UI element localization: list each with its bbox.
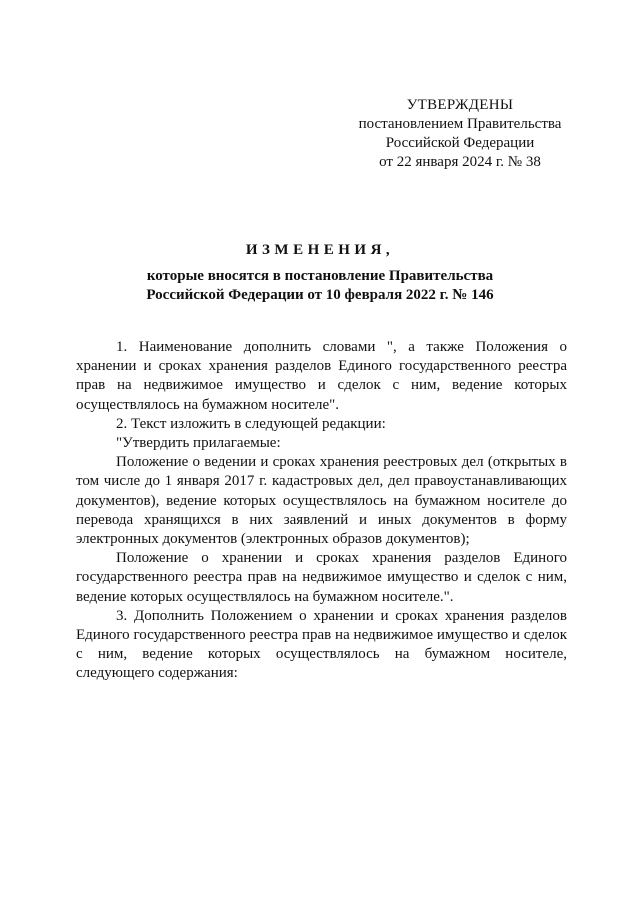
approval-stamp xyxy=(340,96,580,172)
approval-line-1: постановлением Правительства xyxy=(358,116,562,132)
paragraph-1: 1. Наименование дополнить словами ", а также Положения о хранении и сроках хранения разделов Единого государственного реестра прав на недвижимое имущество и сделок с ним, ведение которых осуществлялось на бумажном носителе". xyxy=(76,339,567,413)
paragraph-5: Положение о хранении и сроках хранения разделов Единого государственного реестра прав на недвижимое имущество и сделок с ним, ведение которых осуществлялось на бумажном носителе.". xyxy=(76,550,567,605)
approval-line-3: от 22 января 2024 г. № 38 xyxy=(379,154,541,170)
document-subtitle xyxy=(80,267,560,305)
approval-line-2: Российской Федерации xyxy=(385,135,535,151)
subtitle-line-2: Российской Федерации от 10 февраля 2022 г. № 146 xyxy=(146,287,494,303)
document-title: ИЗМЕНЕНИЯ, xyxy=(245,242,395,258)
document-body xyxy=(76,338,567,684)
paragraph-6: 3. Дополнить Положением о хранении и сроках хранения разделов Единого государственного реестра прав на недвижимое имущество и сделок с ним, ведение которых осуществлялось на бумажном носителе, следующего содержания: xyxy=(76,607,567,682)
subtitle-line-1: которые вносятся в постановление Правительства xyxy=(146,268,494,284)
paragraph-2: 2. Текст изложить в следующей редакции: xyxy=(116,415,386,432)
paragraph-3: "Утвердить прилагаемые: xyxy=(116,435,281,452)
approval-title: УТВЕРЖДЕНЫ xyxy=(406,97,514,113)
paragraph-4: Положение о ведении и сроках хранения реестровых дел (открытых в том числе до 1 января 2017 г. кадастровых дел, дел правоустанавливающих документов), ведение которых осуществлялось на бумажном носителе до перевода хранящихся в них заявлений и иных документов в форму электронных документов (электронных образов документов); xyxy=(76,454,567,548)
